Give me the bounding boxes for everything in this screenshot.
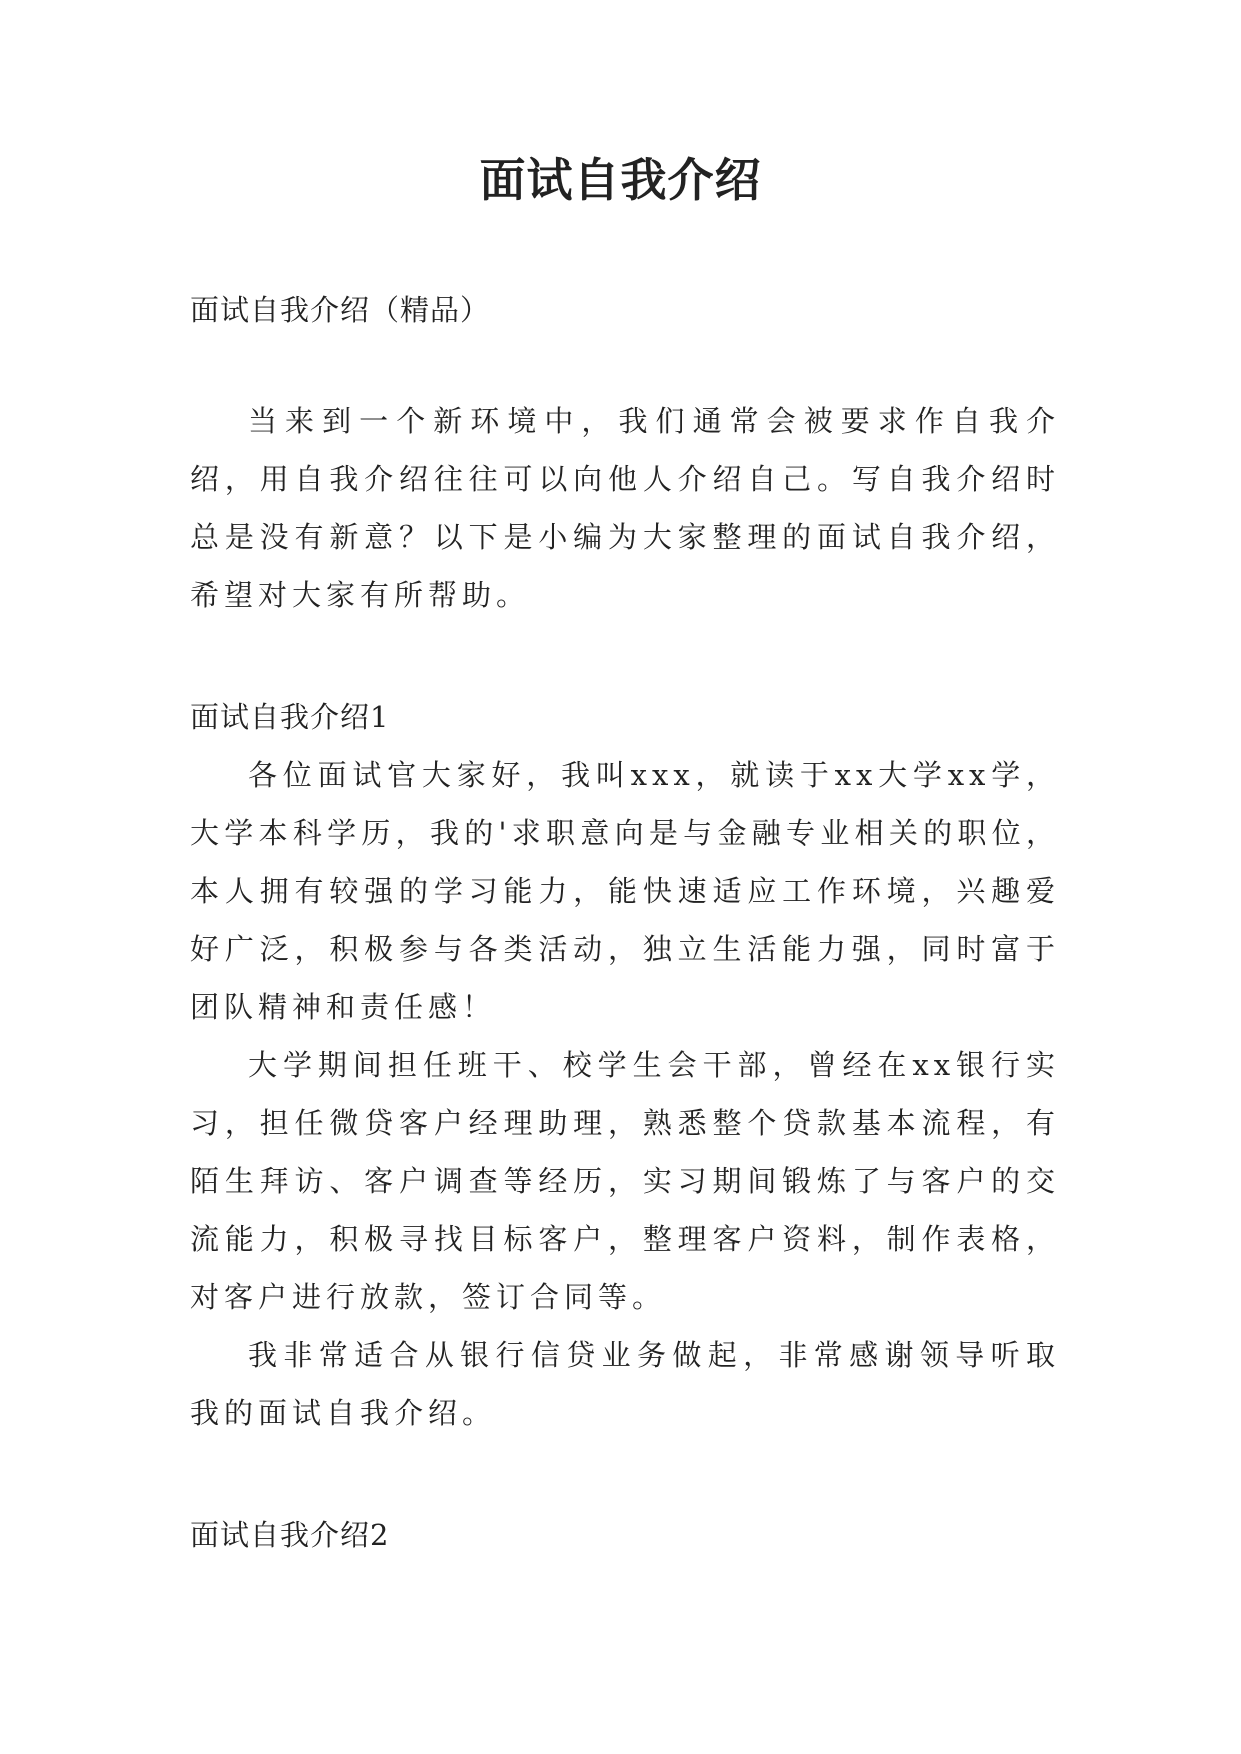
section-1 (190, 688, 1060, 1442)
document-title: 面试自我介绍 (479, 153, 762, 207)
section-heading: 面试自我介绍2 (190, 1518, 390, 1552)
section-heading: 面试自我介绍1 (190, 700, 390, 734)
document-body (190, 290, 1060, 1564)
section-paragraph: 大学期间担任班干、校学生会干部，曾经在xx银行实习，担任微贷客户经理助理，熟悉整个贷款基本流程，有陌生拜访、客户调查等经历，实习期间锻炼了与客户的交流能力，积极寻找目标客户，整理客户资料，制作表格，对客户进行放款，签订合同等。 (190, 1048, 1060, 1314)
section-paragraph: 各位面试官大家好，我叫xxx，就读于xx大学xx学，大学本科学历，我的'求职意向是与金融专业相关的职位，本人拥有较强的学习能力，能快速适应工作环境，兴趣爱好广泛，积极参与各类活动，独立生活能力强，同时富于团队精神和责任感！ (190, 758, 1060, 1024)
section-2 (190, 1506, 1060, 1564)
intro-paragraph: 当来到一个新环境中，我们通常会被要求作自我介绍，用自我介绍往往可以向他人介绍自己。写自我介绍时总是没有新意？以下是小编为大家整理的面试自我介绍，希望对大家有所帮助。 (190, 404, 1060, 612)
section-paragraph: 我非常适合从银行信贷业务做起，非常感谢领导听取我的面试自我介绍。 (190, 1338, 1060, 1430)
document-subtitle: 面试自我介绍（精品） (190, 293, 491, 327)
